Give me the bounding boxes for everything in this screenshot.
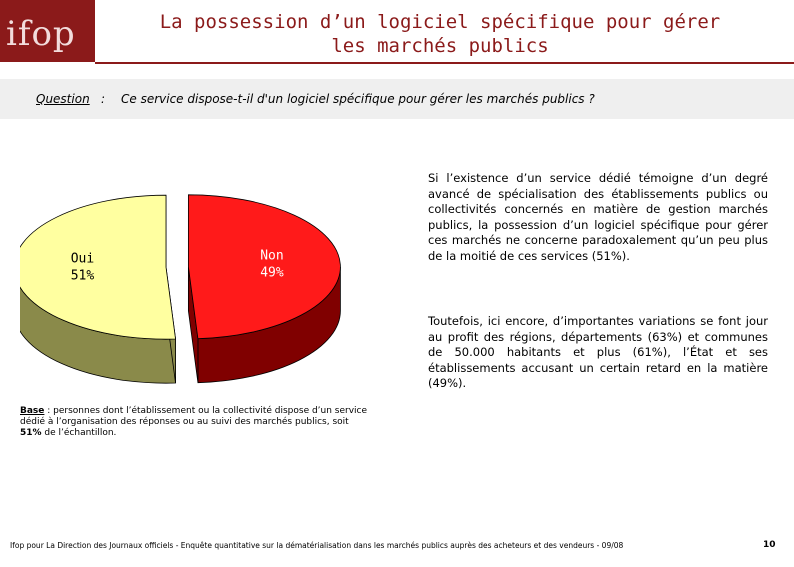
page-number: 10 [763, 540, 776, 550]
pie-slice-non [188, 195, 340, 383]
page-title [110, 10, 770, 58]
title-line-1: La possession d’un logiciel spécifique pour gérer [159, 11, 721, 33]
commentary-paragraph-1: Si l’existence d’un service dédié témoigne d’un degré avancé de spécialisation des établissements publics ou collectivités concernés en matière de gestion marchés publics, la possession d’un logiciel spécifique pour gérer ces marchés ne concerne paradoxalement qu’un peu plus de la moitié de ces services (51%). [428, 171, 768, 263]
title-line-2: les marchés publics [331, 35, 549, 57]
pie-value-oui: 51% [70, 268, 95, 284]
base-note [20, 406, 372, 439]
commentary-paragraph-2: Toutefois, ici encore, d’importantes variations se font jour au profit des régions, départements (63%) et communes de 50.000 habitants et plus (61%), l’État et ses établissements accusant un certain retard en la matière (49%). [428, 314, 768, 390]
logo-text: ifop [6, 14, 76, 54]
base-value: 51% [20, 428, 42, 438]
title-divider [95, 62, 794, 64]
ifop-logo [0, 0, 95, 62]
footer-text: Ifop pour La Direction des Journaux officiels - Enquête quantitative sur la dématérialisation dans les marchés publics auprès des acheteurs et des vendeurs - 09/08 [10, 541, 624, 550]
base-text-2: de l’échantillon. [41, 428, 117, 438]
base-label: Base [20, 406, 45, 416]
pie-chart [20, 185, 350, 385]
pie-label-oui: Oui [70, 251, 95, 267]
pie-label-non: Non [260, 248, 284, 264]
pie-slice-oui [20, 195, 176, 383]
pie-value-non: 49% [260, 265, 284, 281]
question-label: Question [36, 92, 90, 106]
question-text: Ce service dispose-t-il d'un logiciel spécifique pour gérer les marchés publics ? [121, 92, 595, 106]
question-bar [0, 79, 794, 119]
question-colon: : [101, 92, 106, 106]
base-text-1: : personnes dont l’établissement ou la collectivité dispose d’un service dédié à l’organisation des réponses ou au suivi des marchés publics, soit [20, 406, 368, 427]
